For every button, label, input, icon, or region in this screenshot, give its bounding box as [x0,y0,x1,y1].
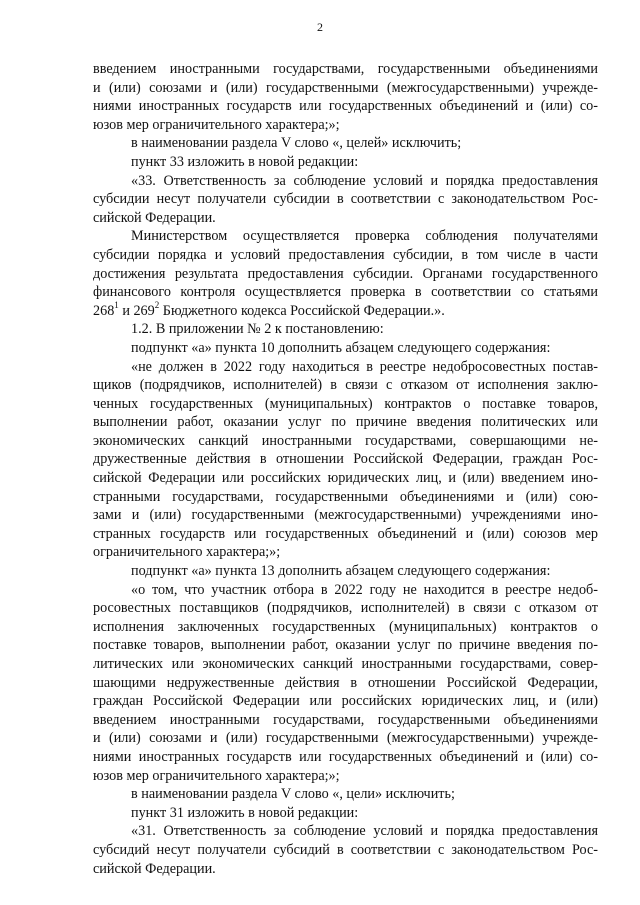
text-segment: Бюджетного кодекса Российской Федерации.». [159,302,445,319]
text-line: и (или) союзами и (или) государственными (межгосударственными) учрежде- [93,79,598,96]
text-line: субсидий несут получатели субсидий в соответствии с законодательством Рос- [93,841,598,858]
text-line: в наименовании раздела V слово «, цели» исключить; [131,786,455,803]
text-line: в наименовании раздела V слово «, целей» исключить; [131,135,462,152]
text-line: Министерством осуществляется проверка соблюдения получателями [131,228,598,245]
document-body [93,60,598,878]
text-line: введением иностранными государствами, государственными объединениями [93,61,598,77]
text-line: 1.2. В приложении № 2 к постановлению: [131,321,384,338]
text-line: пункт 31 изложить в новой редакции: [131,804,359,821]
text-line: щиков (подрядчиков, исполнителей) в связи с отказом от исполнения заклю- [93,377,598,394]
text-line: странными государствами, государственными объединениями и (или) сою- [93,488,598,505]
text-line: пункт 33 изложить в новой редакции: [131,153,359,170]
superscript: 2 [154,299,160,310]
text-line: странных государств или государственных объединений и (или) союзов мер [93,525,598,542]
text-line: экономических санкций иностранными государствами, совершающими не- [93,432,598,449]
text-line: ниями иностранных государств или государственных объединений и (или) со- [93,748,598,765]
text-line: сийской Федерации. [93,209,216,226]
text-line: ограничительного характера;»; [93,544,281,561]
text-line: зами и (или) государственными (межгосударственными) учреждениями ино- [93,507,598,524]
text-line: подпункт «а» пункта 13 дополнить абзацем следующего содержания: [131,563,551,580]
text-line: «33. Ответственность за соблюдение условий и порядка предоставления [131,172,598,189]
text-line [93,299,598,321]
text-line: субсидии несут получатели субсидии в соответствии с законодательством Рос- [93,191,598,208]
text-line: юзов мер ограничительного характера;»; [93,767,340,784]
text-line: исполнения заключенных государственных (муниципальных) контрактов о [93,618,598,635]
text-line: юзов мер ограничительного характера;»; [93,116,340,133]
text-line: и (или) союзами и (или) государственными (межгосударственными) учрежде- [93,730,598,747]
text-line: дружественные действия в отношении Российской Федерации, граждан Рос- [93,451,598,468]
text-line: поставке товаров, выполнении работ, оказании услуг по причине введения по- [93,637,598,654]
text-line: ченных государственных (муниципальных) контрактов о поставке товаров, [93,395,598,412]
text-line: субсидии порядка и условий предоставления субсидии, в том числе в части [93,246,598,263]
text-line: достижения результата предоставления субсидии. Органами государственного [93,265,598,282]
text-line: «31. Ответственность за соблюдение условий и порядка предоставления [131,823,598,840]
text-line: сийской Федерации или российских юридических лиц, и (или) введением ино- [93,470,598,487]
text-line: выполнении работ, оказании услуг по причине введения политических или [93,414,598,431]
page-number: 2 [317,20,323,34]
text-line: финансового контроля осуществляется проверка в соответствии со статьями [93,284,598,301]
text-line: «не должен в 2022 году находиться в реестре недобросовестных постав- [131,358,598,375]
text-line: ниями иностранных государств или государственных объединений и (или) со- [93,98,598,115]
text-line: граждан Российской Федерации или российских юридических лиц, и (или) [93,693,598,710]
text-line: «о том, что участник отбора в 2022 году не находится в реестре недоб- [131,581,598,598]
superscript: 1 [114,299,119,310]
text-line: введением иностранными государствами, государственными объединениями [93,711,598,728]
text-line: подпункт «а» пункта 10 дополнить абзацем следующего содержания: [131,339,551,356]
text-line: росовестных поставщиков (подрядчиков, исполнителей) в связи с отказом от [93,600,598,617]
text-line: литических или экономических санкций иностранными государствами, совер- [93,656,598,672]
text-line: сийской Федерации. [93,860,216,877]
text-segment: 268 [93,302,115,319]
text-segment: и 269 [118,302,155,319]
text-line: шающими недружественные действия в отношении Российской Федерации, [93,674,598,691]
